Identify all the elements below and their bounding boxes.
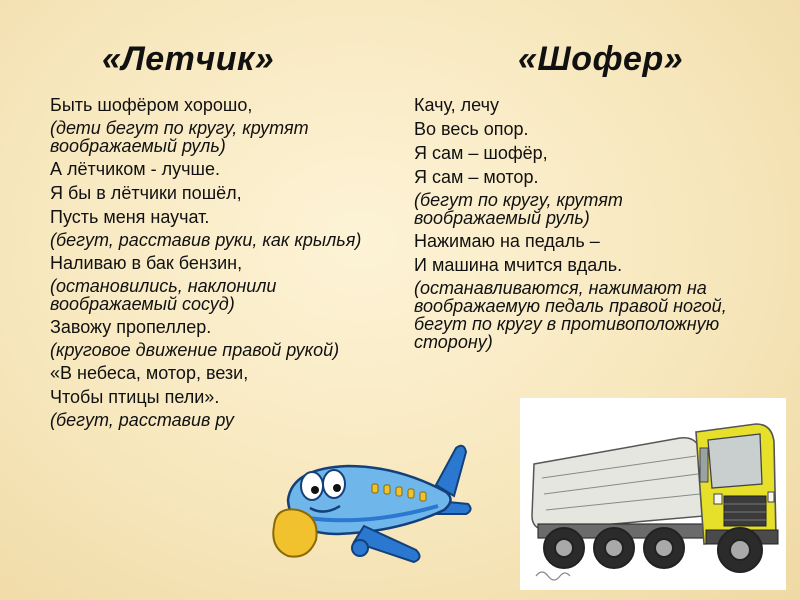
verse-line: Пусть меня научат. (50, 207, 210, 227)
plane-wheel (352, 540, 368, 556)
title-pilot: «Летчик» (102, 40, 275, 78)
stage-direction: (останавливаются, нажимают на воображаемую педаль правой ногой, бегут по кругу в противоположную сторону) (414, 278, 727, 352)
verse-line: И машина мчится вдаль. (414, 255, 623, 275)
verse-line: Чтобы птицы пели». (50, 387, 220, 407)
truck-dump-bed (532, 438, 704, 530)
truck-side-window (700, 448, 708, 482)
truck-illustration-frame (520, 398, 786, 590)
verse-line: Наливаю в бак бензин, (50, 253, 243, 273)
stage-direction: (бегут, расставив ру (50, 410, 234, 430)
truck-windshield (708, 434, 762, 488)
dump-truck-illustration (520, 398, 786, 590)
artist-signature (536, 572, 570, 580)
verse-line: Я сам – шофёр, (414, 143, 548, 163)
stage-direction: (круговое движение правой рукой) (50, 340, 340, 360)
plane-nose (273, 509, 316, 556)
stage-direction: (дети бегут по кругу, крутят воображаемый руль) (50, 118, 309, 156)
stage-direction: (остановились, наклонили воображаемый сосуд) (50, 276, 277, 314)
stage-direction: (бегут, расставив руки, как крылья) (50, 230, 362, 250)
truck-grille (724, 496, 766, 526)
plane-eye-left (301, 472, 323, 500)
verse-line: Быть шофёром хорошо, (50, 95, 253, 115)
verse-line: Во весь опор. (414, 119, 529, 139)
verse-line: Завожу пропеллер. (50, 317, 212, 337)
plane-eye-right (323, 470, 345, 498)
pilot-poem (50, 95, 370, 433)
truck-wheels (544, 528, 762, 572)
verse-line: Качу, лечу (414, 95, 499, 115)
stage-direction: (бегут по кругу, крутят воображаемый руль) (414, 190, 623, 228)
airplane-illustration (268, 430, 478, 580)
verse-line: Я бы в лётчики пошёл, (50, 183, 242, 203)
verse-line: Нажимаю на педаль – (414, 231, 600, 251)
driver-poem (414, 95, 754, 355)
verse-line: Я сам – мотор. (414, 167, 539, 187)
verse-line: «В небеса, мотор, вези, (50, 363, 249, 383)
verse-line: А лётчиком - лучше. (50, 159, 220, 179)
title-driver: «Шофер» (518, 40, 684, 78)
